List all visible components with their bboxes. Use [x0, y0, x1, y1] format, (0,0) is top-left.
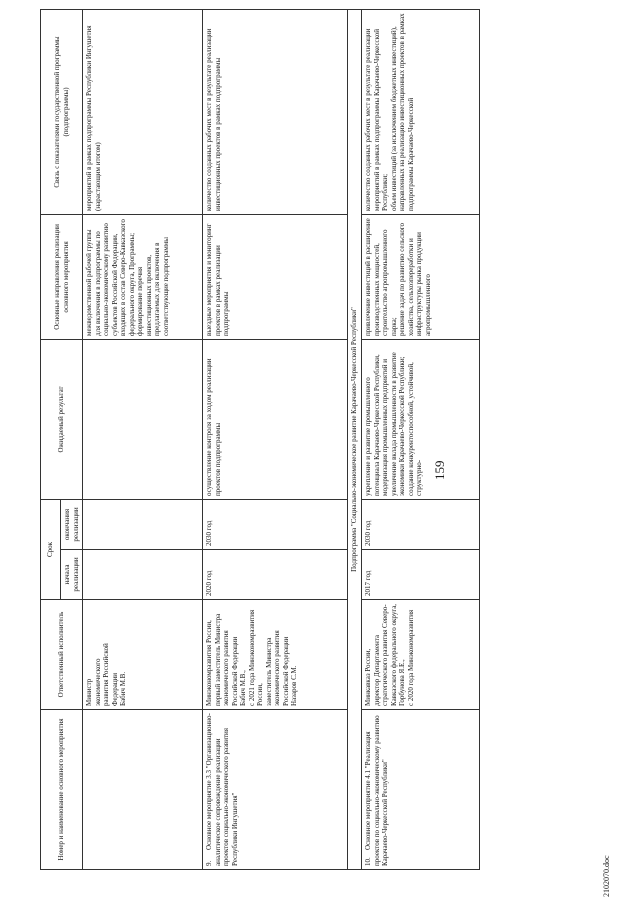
- cell-expected-result: укрепление и развитие промышленного потенциала Карачаево-Черкесской Республики, модернизация промышленных предприятий и увеличение вклада промышленности в развитие экономики Карачаево-Черкесской Республики; создание конкурентоспособной, устойчивой, структурно-: [362, 339, 480, 499]
- cell-expected-result: осуществление контроля за ходом реализации проектов подпрограммы: [203, 339, 348, 499]
- table-row: [203, 9, 348, 869]
- header-expected-result: Ожидаемый результат: [41, 339, 83, 499]
- row-number: 10.: [364, 857, 373, 866]
- page-number: 159: [432, 460, 447, 480]
- header-executor: Ответственный исполнитель: [41, 600, 83, 710]
- cell-indicators-link: количество созданных рабочих мест в результате реализации мероприятий в рамках подпрограммы Карачаево-Черкесской Республики; объем инвестиций (за исключением бюджетных инвестиций), направленных на реализацию инвестиционных проектов в рамках подпрограммы Карачаево-Черкесской: [362, 9, 480, 214]
- table-row: [362, 9, 480, 869]
- header-term-end: окончания реализации: [61, 499, 83, 549]
- footer-filename: 2102070.doc: [602, 855, 611, 897]
- program-table: [40, 9, 480, 870]
- row-number: 9.: [205, 860, 214, 866]
- cell-term-end: 2030 год: [362, 499, 480, 549]
- cell-number-name: [203, 710, 348, 870]
- subprogram-title: Подпрограмма "Социально-экономическое развитие Карачаево-Черкесской Республики": [348, 9, 362, 869]
- measure-title: Основное мероприятие 3.3 "Организационно-аналитическое сопровождение реализации проектов социально-экономического развития Республики Ингушетия": [205, 713, 239, 866]
- cell-term-end: 2030 год: [203, 499, 348, 549]
- cell-term-start: 2020 год: [203, 550, 348, 600]
- header-term: Срок: [41, 499, 61, 599]
- cell-expected-result: [83, 339, 203, 499]
- cell-number-name: [83, 710, 203, 870]
- measure-title: Основное мероприятие 4.1 "Реализация проектов по социально-экономическому развитию Карачаево-Черкесской Республики": [364, 715, 390, 866]
- header-main-directions: Основные направления реализации основного мероприятия: [41, 214, 83, 339]
- cell-main-directions: выездные мероприятия и мониторинг проектов в рамках реализации подпрограммы: [203, 214, 348, 339]
- cell-term-start: 2017 год: [362, 550, 480, 600]
- cell-term-start: [83, 550, 203, 600]
- table-row: [83, 9, 203, 869]
- header-term-start: начала реализации: [61, 550, 83, 600]
- cell-term-end: [83, 499, 203, 549]
- cell-executor: Минэкономразвития России, первый заместитель Министра экономического развития Российской Федерации Бабич М.В., с 2021 года Минэкономразвития России, заместитель Министра экономического развития Российской Федерации Назаров С.М.: [203, 600, 348, 710]
- subprogram-row: [348, 9, 362, 869]
- cell-main-directions: межведомственной рабочей группы для включения в подпрограммы по социально-экономическому развитию субъектов Российской Федерации, входящих в состав Северо-Кавказского федерального округа, Программы; формирование перечня инвестиционных проектов, предлагаемых для включения в соответствующие подпрограммы: [83, 214, 203, 339]
- cell-executor: Минкавказ России, директор Департамента стратегического развития Северо-Кавказского федерального округа, Горбунова Я.Е., с 2020 года Минэкономразвития: [362, 600, 480, 710]
- cell-number-name: [362, 710, 480, 870]
- header-indicators-link: Связь с показателями государственной программы (подпрограммы): [41, 9, 83, 214]
- table-header-row: [41, 9, 61, 869]
- cell-indicators-link: количество созданных рабочих мест в результате реализации инвестиционных проектов в рамках подпрограммы: [203, 9, 348, 214]
- cell-executor: Министр экономического развития Российской Федерации Бабич М.В.: [83, 600, 203, 710]
- header-number-name: Номер и наименование основного мероприятия: [41, 710, 83, 870]
- cell-indicators-link: мероприятий в рамках подпрограммы Республики Ингушетия (нарастающим итогом): [83, 9, 203, 214]
- cell-main-directions: привлечение инвестиций в расширение производственных мощностей, строительство агропромышленного парка; решение задач по развитию сельского хозяйства, сельхозпереработки и инфраструктуры рынка продукции агропромышленного: [362, 214, 480, 339]
